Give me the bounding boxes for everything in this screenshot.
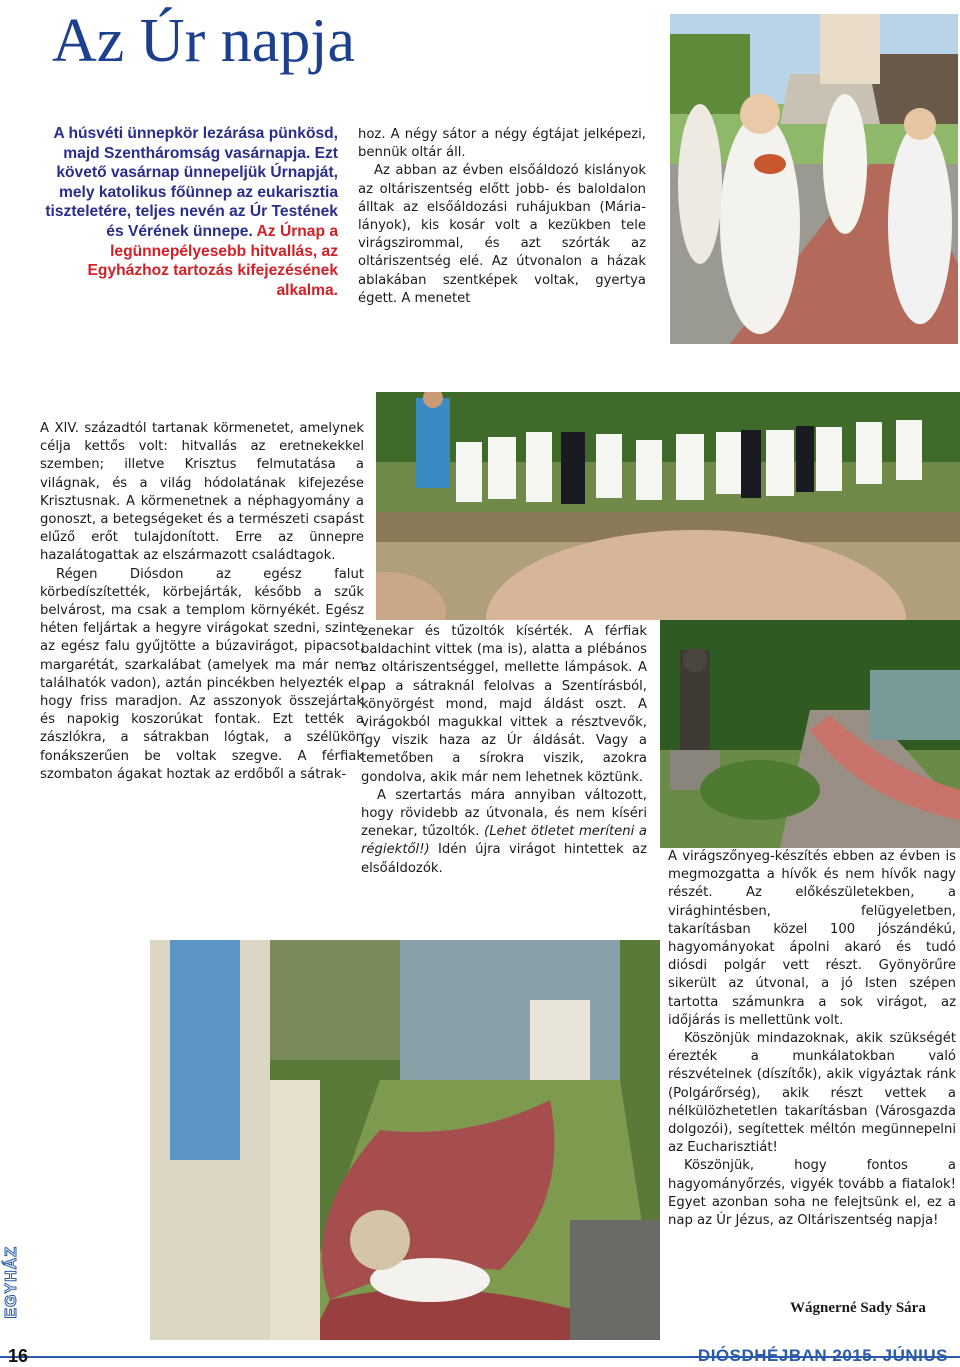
flower-path-photo <box>660 620 960 848</box>
lead-text: A húsvéti ünnepkör lezárása pünkösd, majd Szentháromság vasárnapja. Ezt követő vasárnap ünnepeljük Úrnapját, mely katolikus főünnep az eukarisztia tiszteletére, teljes nevén az Úr Testének és Vérének ünnepe. <box>45 125 338 240</box>
paragraph: Az abban az évben elsőáldozó kislányok az oltáriszentség előtt jobb- és baloldalon álltak az elsőáldozási ruhájukban (Mária-lányok), kis kosár volt a kezükben tele virágszirommal, és azt szórták az oltáriszentség elé. Az útvonalon a házak ablakában szentképek voltak, gyertya égett. A menetet <box>358 163 646 306</box>
lead-highlight: Az Úrnap a legünnepélyesebb hitvallás, az Egyházhoz tartozás kifejezésének alkalma. <box>87 222 338 299</box>
column-top-middle <box>358 126 646 308</box>
author-signature: Wágnerné Sady Sára <box>790 1300 926 1316</box>
text-run: A szertartás mára annyiban változott, hogy rövidebb az útvonala, és nem kíséri zenekar, tűzoltók. <box>361 787 647 840</box>
section-label-text: EGYHÁZ <box>3 1246 20 1319</box>
paragraph: A virágszőnyeg-készítés ebben az évben is megmozgatta a hívők és nem hívők nagy részét. Az előkészületekben, a virághintésben, felügyeletben, takarításban közel 100 jószándékú, hagyományokat ápolni akaró és tudó diósdi polgár vett részt. Gyönyörűre sikerült az útvonal, a jó Isten szépen tartotta számunkra a sok virágot, az időjárás is mellettünk volt. <box>668 849 956 1028</box>
page-title <box>52 6 355 76</box>
children-group-photo <box>376 392 960 620</box>
column-middle <box>361 623 647 878</box>
paragraph: Köszönjük, hogy fontos a hagyományőrzés, vigyék tovább a fiatalok! Egyet azonban soha ne felejtsünk el, ez a nap az Úr Jézus, az Oltáriszentség napja! <box>668 1158 956 1229</box>
paragraph: hoz. A négy sátor a négy égtájat jelképezi, bennük oltár áll. <box>358 127 646 161</box>
lead-paragraph <box>40 124 338 300</box>
chapel-flower-carpet-photo <box>150 940 660 1340</box>
paragraph: Köszönjük mindazoknak, akik szükségét érezték a munkálatokban való részvételnek (díszítők), akik vigyáztak ránk (Polgárőrség), akik részt vettek a nélkülözhetetlen takarításban (Városgazda dolgozói), segítettek méltón megünnepelni az Eucharisztiát! <box>668 1031 956 1156</box>
column-right <box>668 848 956 1230</box>
procession-photo <box>670 14 958 344</box>
section-label <box>3 1246 25 1319</box>
title-main: Úr napja <box>139 7 355 75</box>
text-run: Idén újra virágot hintettek az elsőáldozók. <box>361 842 647 876</box>
paragraph: A XIV. századtól tartanak körmenetet, amelynek célja kettős volt: hitvallás az eretnekekkel szemben; illetve Krisztus felmutatása a világnak, és a világ hódolatának kifejezése Krisztusnak. A körmenetnek a néphagyomány a gonoszt, a betegségeket és a természeti csapást elűző erőt tulajdonított. Erre az ünnepre hazalátogattak az elszármazott családtagok. <box>40 421 364 564</box>
paragraph <box>361 787 647 878</box>
italic-text: (Lehet ötletet meríteni a régiektől!) <box>361 824 647 858</box>
paragraph: zenekar és tűzoltók kísérték. A férfiak baldachint vittek (ma is), alatta a plébános az oltáriszentséggel, mellette lámpások. A pap a sátraknál felolvas a Szentírásból, könyörgést mond, majd áldást oszt. A virágokból magukkal vittek a résztvevők, így viszik haza az Úr áldását. Vagy a temetőben a sírokra viszik, azokra gondolva, akik már nem lehetnek köztünk. <box>361 624 647 785</box>
page-number: 16 <box>8 1346 29 1366</box>
column-left <box>40 420 364 784</box>
magazine-issue: DIÓSDHÉJBAN 2015. JÚNIUS <box>697 1346 948 1365</box>
title-prefix: Az <box>52 7 140 75</box>
paragraph: Régen Diósdon az egész falut körbedíszítették, körbejárták, később a szűk belvárost, ma csak a templom környékét. Egész héten feljártak a hegyre virágokat szedni, szinte az egész falu gyűjtötte a búzavirágot, pipacsot, margarétát, szarkalábat (amelyek ma már nem találhatók vadon), aztán pincékben helyezték el, hogy friss maradjon. Az asszonyok összejártak és napokig koszorúkat fontak. Ezt tették a zászlókra, a sátrakban lógtak, a szélükön fonákszerűen be voltak szegve. A férfiak szombaton ágakat hoztak az erdőből a sátrak- <box>40 566 364 782</box>
